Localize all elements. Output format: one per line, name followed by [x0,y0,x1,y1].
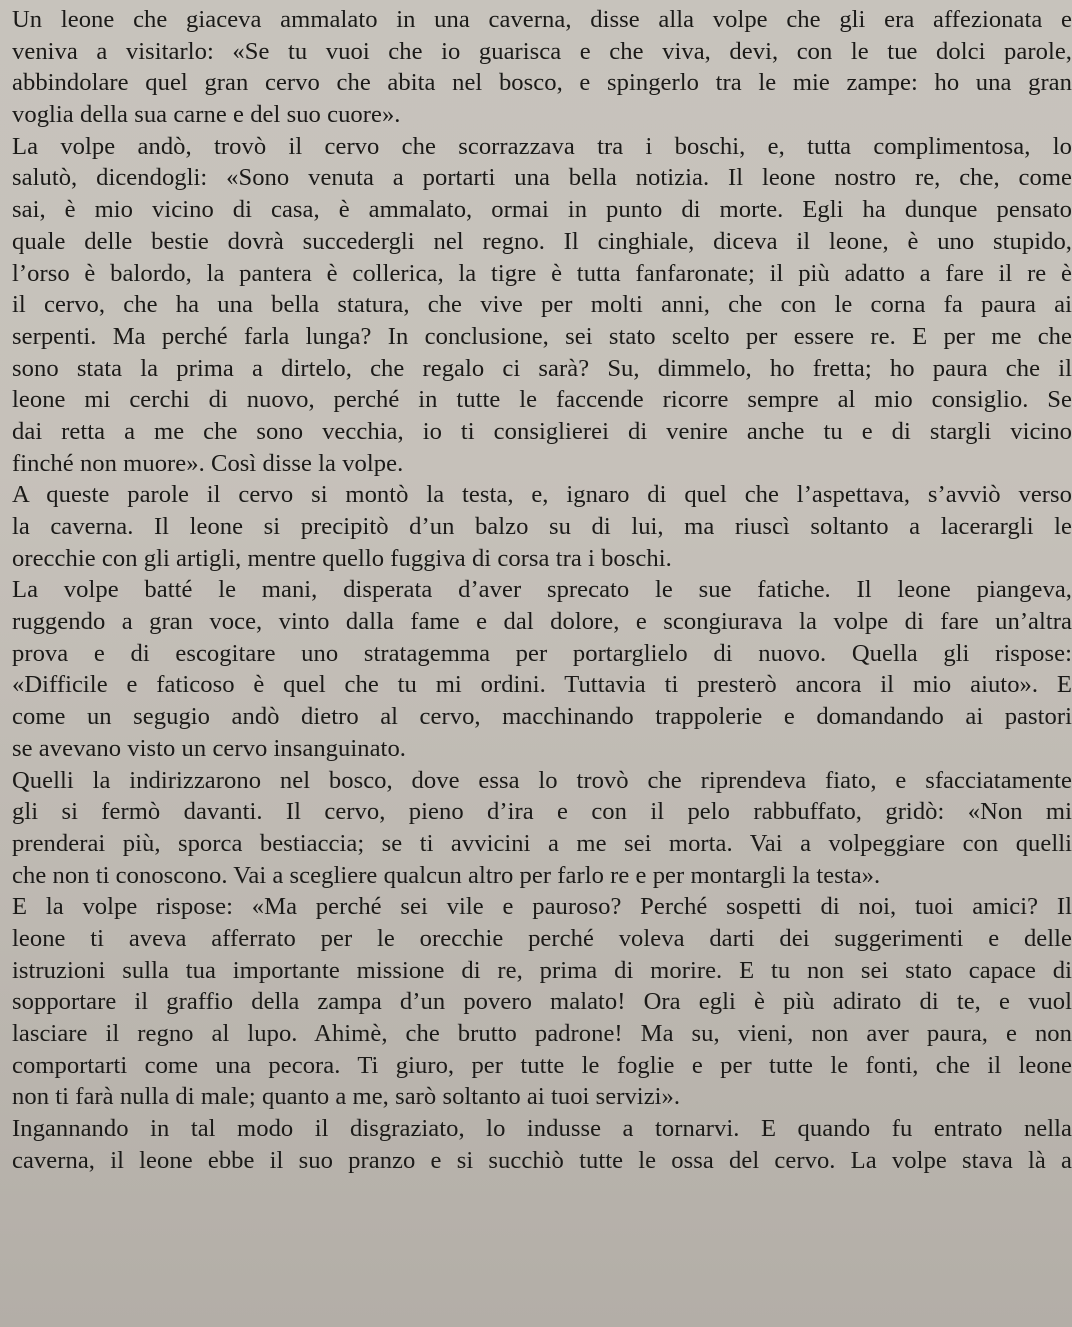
text-line: orecchie con gli artigli, mentre quello fuggiva di corsa tra i boschi. [12,544,672,572]
text-line: Quelli la indirizzarono nel bosco, dove essa lo trovò che riprendeva fiato, e sfacciatamente [12,766,1072,794]
text-line: quale delle bestie dovrà succedergli nel regno. Il cinghiale, diceva il leone, è uno stupido, [12,227,1072,255]
text-line: La volpe batté le mani, disperata d’aver sprecato le sue fatiche. Il leone piangeva, [12,576,1072,604]
text-line: prova e di escogitare uno stratagemma per portarglielo di nuovo. Quella gli rispose: [12,639,1072,667]
text-line: istruzioni sulla tua importante missione di re, prima di morire. E tu non sei stato capace di [12,956,1072,984]
text-line: La volpe andò, trovò il cervo che scorrazzava tra i boschi, e, tutta complimentosa, lo [12,132,1072,160]
text-line: prenderai più, sporca bestiaccia; se ti avvicini a me sei morta. Vai a volpeggiare con quelli [12,829,1072,857]
text-line: sono stata la prima a dirtelo, che regalo ci sarà? Su, dimmelo, ho fretta; ho paura che il [12,354,1072,382]
story-text [12,4,1072,1176]
text-line: non ti farà nulla di male; quanto a me, sarò soltanto ai tuoi servizi». [12,1083,681,1111]
text-line: dai retta a me che sono vecchia, io ti consiglierei di venire anche tu e di stargli vicino [12,417,1072,445]
text-line: caverna, il leone ebbe il suo pranzo e si succhiò tutte le ossa del cervo. La volpe stava là a [12,1146,1072,1174]
text-line: A queste parole il cervo si montò la testa, e, ignaro di quel che l’aspettava, s’avviò verso [12,481,1072,509]
text-line: se avevano visto un cervo insanguinato. [12,734,406,762]
text-line: «Difficile e faticoso è quel che tu mi ordini. Tuttavia ti presterò ancora il mio aiuto». E [12,671,1072,699]
text-line: che non ti conoscono. Vai a scegliere qualcun altro per farlo re e per montargli la testa». [12,861,881,889]
text-line: sopportare il graffio della zampa d’un povero malato! Ora egli è più adirato di te, e vuol [12,988,1072,1016]
text-line: leone mi cerchi di nuovo, perché in tutte le faccende ricorre sempre al mio consiglio. Se [12,386,1072,414]
text-line: salutò, dicendogli: «Sono venuta a portarti una bella notizia. Il leone nostro re, che, come [12,164,1072,192]
text-line: finché non muore». Così disse la volpe. [12,449,404,477]
text-line: lasciare il regno al lupo. Ahimè, che brutto padrone! Ma su, vieni, non aver paura, e non [12,1020,1072,1047]
text-line: E la volpe rispose: «Ma perché sei vile e pauroso? Perché sospetti di noi, tuoi amici? Il [12,893,1072,921]
text-line: leone ti aveva afferrato per le orecchie perché voleva darti dei suggerimenti e delle [12,924,1072,952]
text-line: il cervo, che ha una bella statura, che vive per molti anni, che con le corna fa paura ai [12,291,1072,319]
text-line: gli si fermò davanti. Il cervo, pieno d’ira e con il pelo rabbuffato, gridò: «Non mi [12,798,1072,826]
text-line: serpenti. Ma perché farla lunga? In conclusione, sei stato scelto per essere re. E per me che [12,322,1072,350]
text-line: Un leone che giaceva ammalato in una caverna, disse alla volpe che gli era affezionata e [12,6,1072,33]
text-line: la caverna. Il leone si precipitò d’un balzo su di lui, ma riuscì soltanto a lacerargli le [12,513,1072,540]
text-line: Ingannando in tal modo il disgraziato, lo indusse a tornarvi. E quando fu entrato nella [12,1115,1072,1143]
text-line: ruggendo a gran voce, vinto dalla fame e dal dolore, e scongiurava la volpe di fare un’altra [12,608,1072,636]
text-line: come un segugio andò dietro al cervo, macchinando trappolerie e domandando ai pastori [12,703,1072,731]
text-line: voglia della sua carne e del suo cuore». [12,101,401,129]
text-line: abbindolare quel gran cervo che abita nel bosco, e spingerlo tra le mie zampe: ho una gran [12,69,1072,97]
text-line: sai, è mio vicino di casa, è ammalato, ormai in punto di morte. Egli ha dunque pensato [12,196,1072,224]
text-line: comportarti come una pecora. Ti giuro, per tutte le foglie e per tutte le fonti, che il leone [12,1051,1072,1079]
text-line: l’orso è balordo, la pantera è collerica, la tigre è tutta fanfaronate; il più adatto a fare il re è [12,259,1072,287]
text-line: veniva a visitarlo: «Se tu vuoi che io guarisca e che viva, devi, con le tue dolci parole, [12,37,1072,65]
